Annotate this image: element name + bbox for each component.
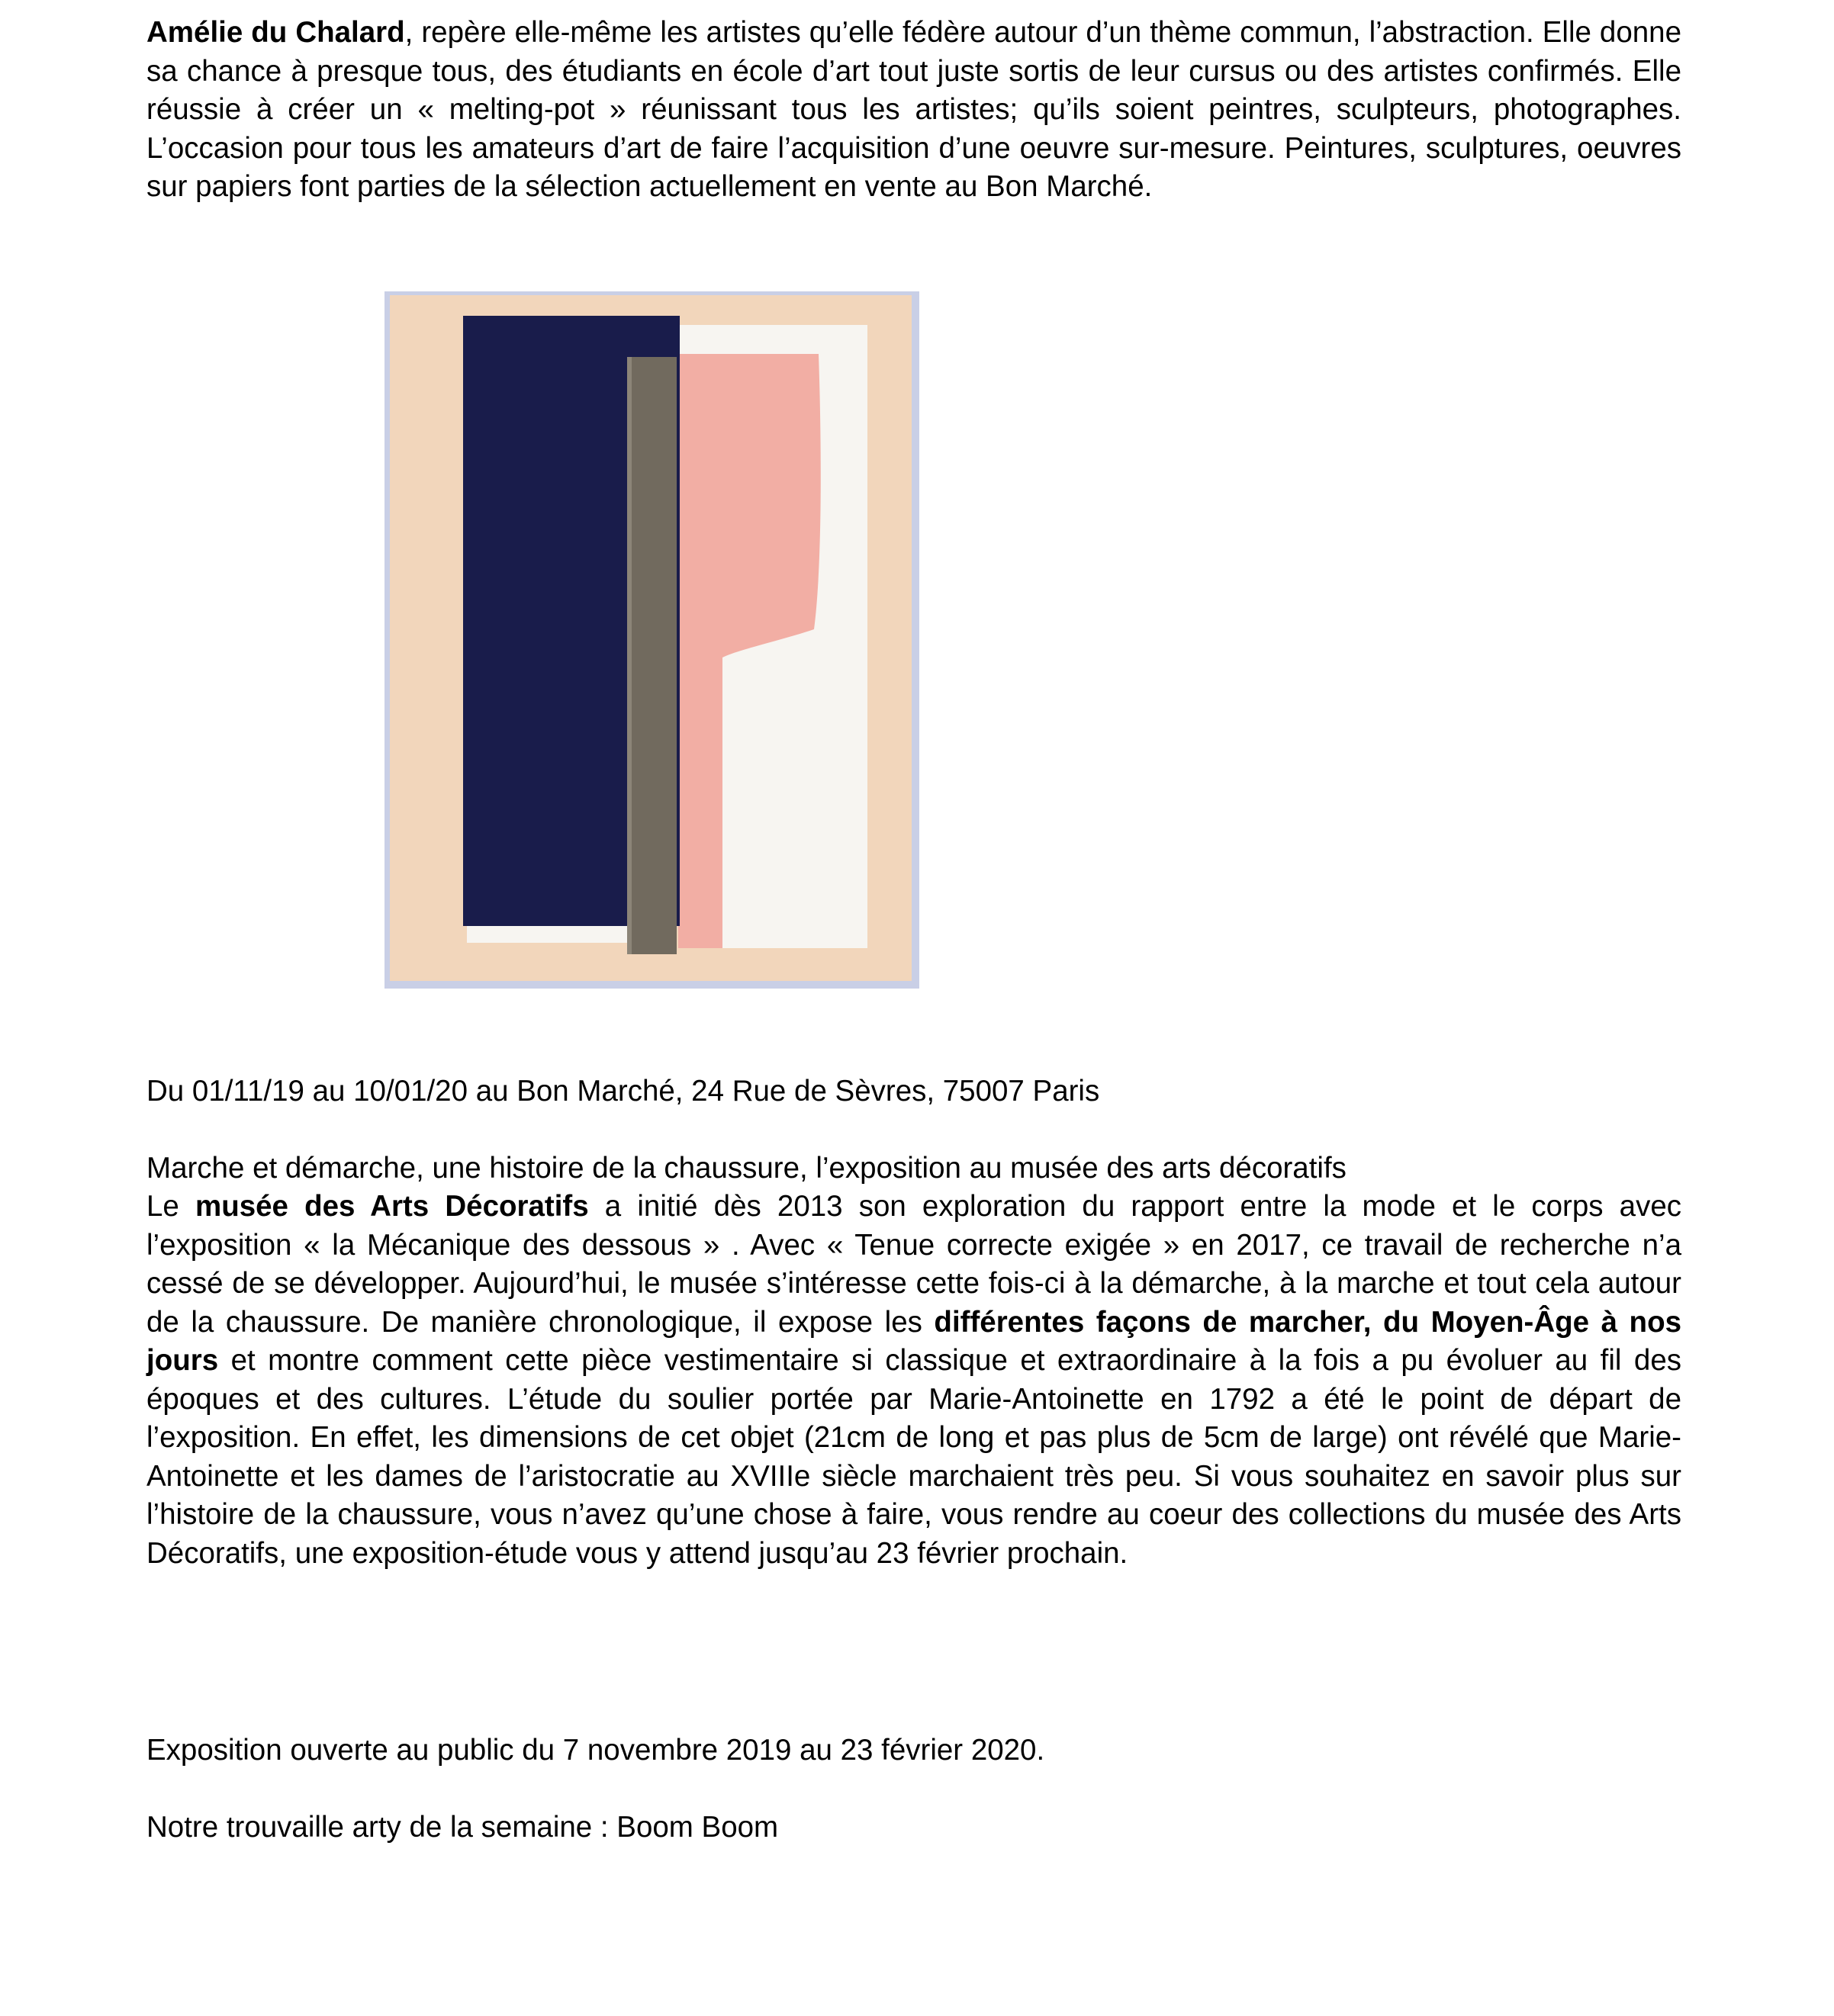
museum-name: musée des Arts Décoratifs	[195, 1190, 589, 1223]
museum-text-c: a initié dès 2013 son exploration du rapport entre la mode et le corps avec l’exposition « la Mécanique des dessous » . Avec « Tenue correcte exigée » en 2017, ce travail de recherche n’a cessé de se développer. Aujourd’hui, le musée s’intéresse cette fois-ci à la démarche, à la marche et tout cela autour de la chaussure. De manière chronologique, il expose les	[146, 1190, 1681, 1339]
section-heading: Marche et démarche, une histoire de la chaussure, l’exposition au musée des arts décoratifs	[146, 1152, 1347, 1185]
artist-name: Amélie du Chalard	[146, 16, 405, 49]
museum-text-e: et montre comment cette pièce vestimentaire si classique et extraordinaire à la fois a pu évoluer au fil des époques et des cultures. L’étude du soulier portée par Marie-Antoinette en 1792 a été le point de départ de l’exposition. En effet, les dimensions de cet objet (21cm de long et pas plus de 5cm de large) ont révélé que Marie-Antoinette et les dames de l’aristocratie au XVIIIe siècle marchaient très peu. Si vous souhaitez en savoir plus sur l’histoire de la chaussure, vous n’avez qu’une chose à faire, vous rendre au coeur des collections du musée des Arts Décoratifs, une exposition-étude vous y attend jusqu’au 23 février prochain.	[146, 1344, 1681, 1570]
abstract-painting	[384, 291, 919, 989]
opening-dates: Exposition ouverte au public du 7 novembre 2019 au 23 février 2020.	[146, 1734, 1045, 1767]
white-strip-bottom	[467, 926, 647, 943]
weekly-find: Notre trouvaille arty de la semaine : Boom Boom	[146, 1811, 779, 1844]
grey-stripe-shade	[627, 357, 632, 954]
museum-text-a: Le	[146, 1190, 195, 1223]
intro-paragraph	[146, 14, 1681, 207]
walking-styles: différentes façons de marcher, du Moyen-Âge à nos jours	[146, 1305, 1682, 1377]
exhibition-dates: Du 01/11/19 au 10/01/20 au Bon Marché, 24 Rue de Sèvres, 75007 Paris	[146, 1075, 1100, 1108]
grey-stripe	[627, 357, 677, 954]
intro-text: , repère elle-même les artistes qu’elle fédère autour d’un thème commun, l’abstraction. Elle donne sa chance à presque tous, des étudiants en école d’art tout juste sortis de leur cursus ou des artistes confirmés. Elle réussie à créer un « melting-pot » réunissant tous les artistes; qu’ils soient peintres, sculpteurs, photographes. L’occasion pour tous les amateurs d’art de faire l’acquisition d’une oeuvre sur-mesure. Peintures, sculptures, oeuvres sur papiers font parties de la sélection actuellement en vente au Bon Marché.	[146, 16, 1681, 203]
museum-paragraph	[146, 1188, 1681, 1573]
